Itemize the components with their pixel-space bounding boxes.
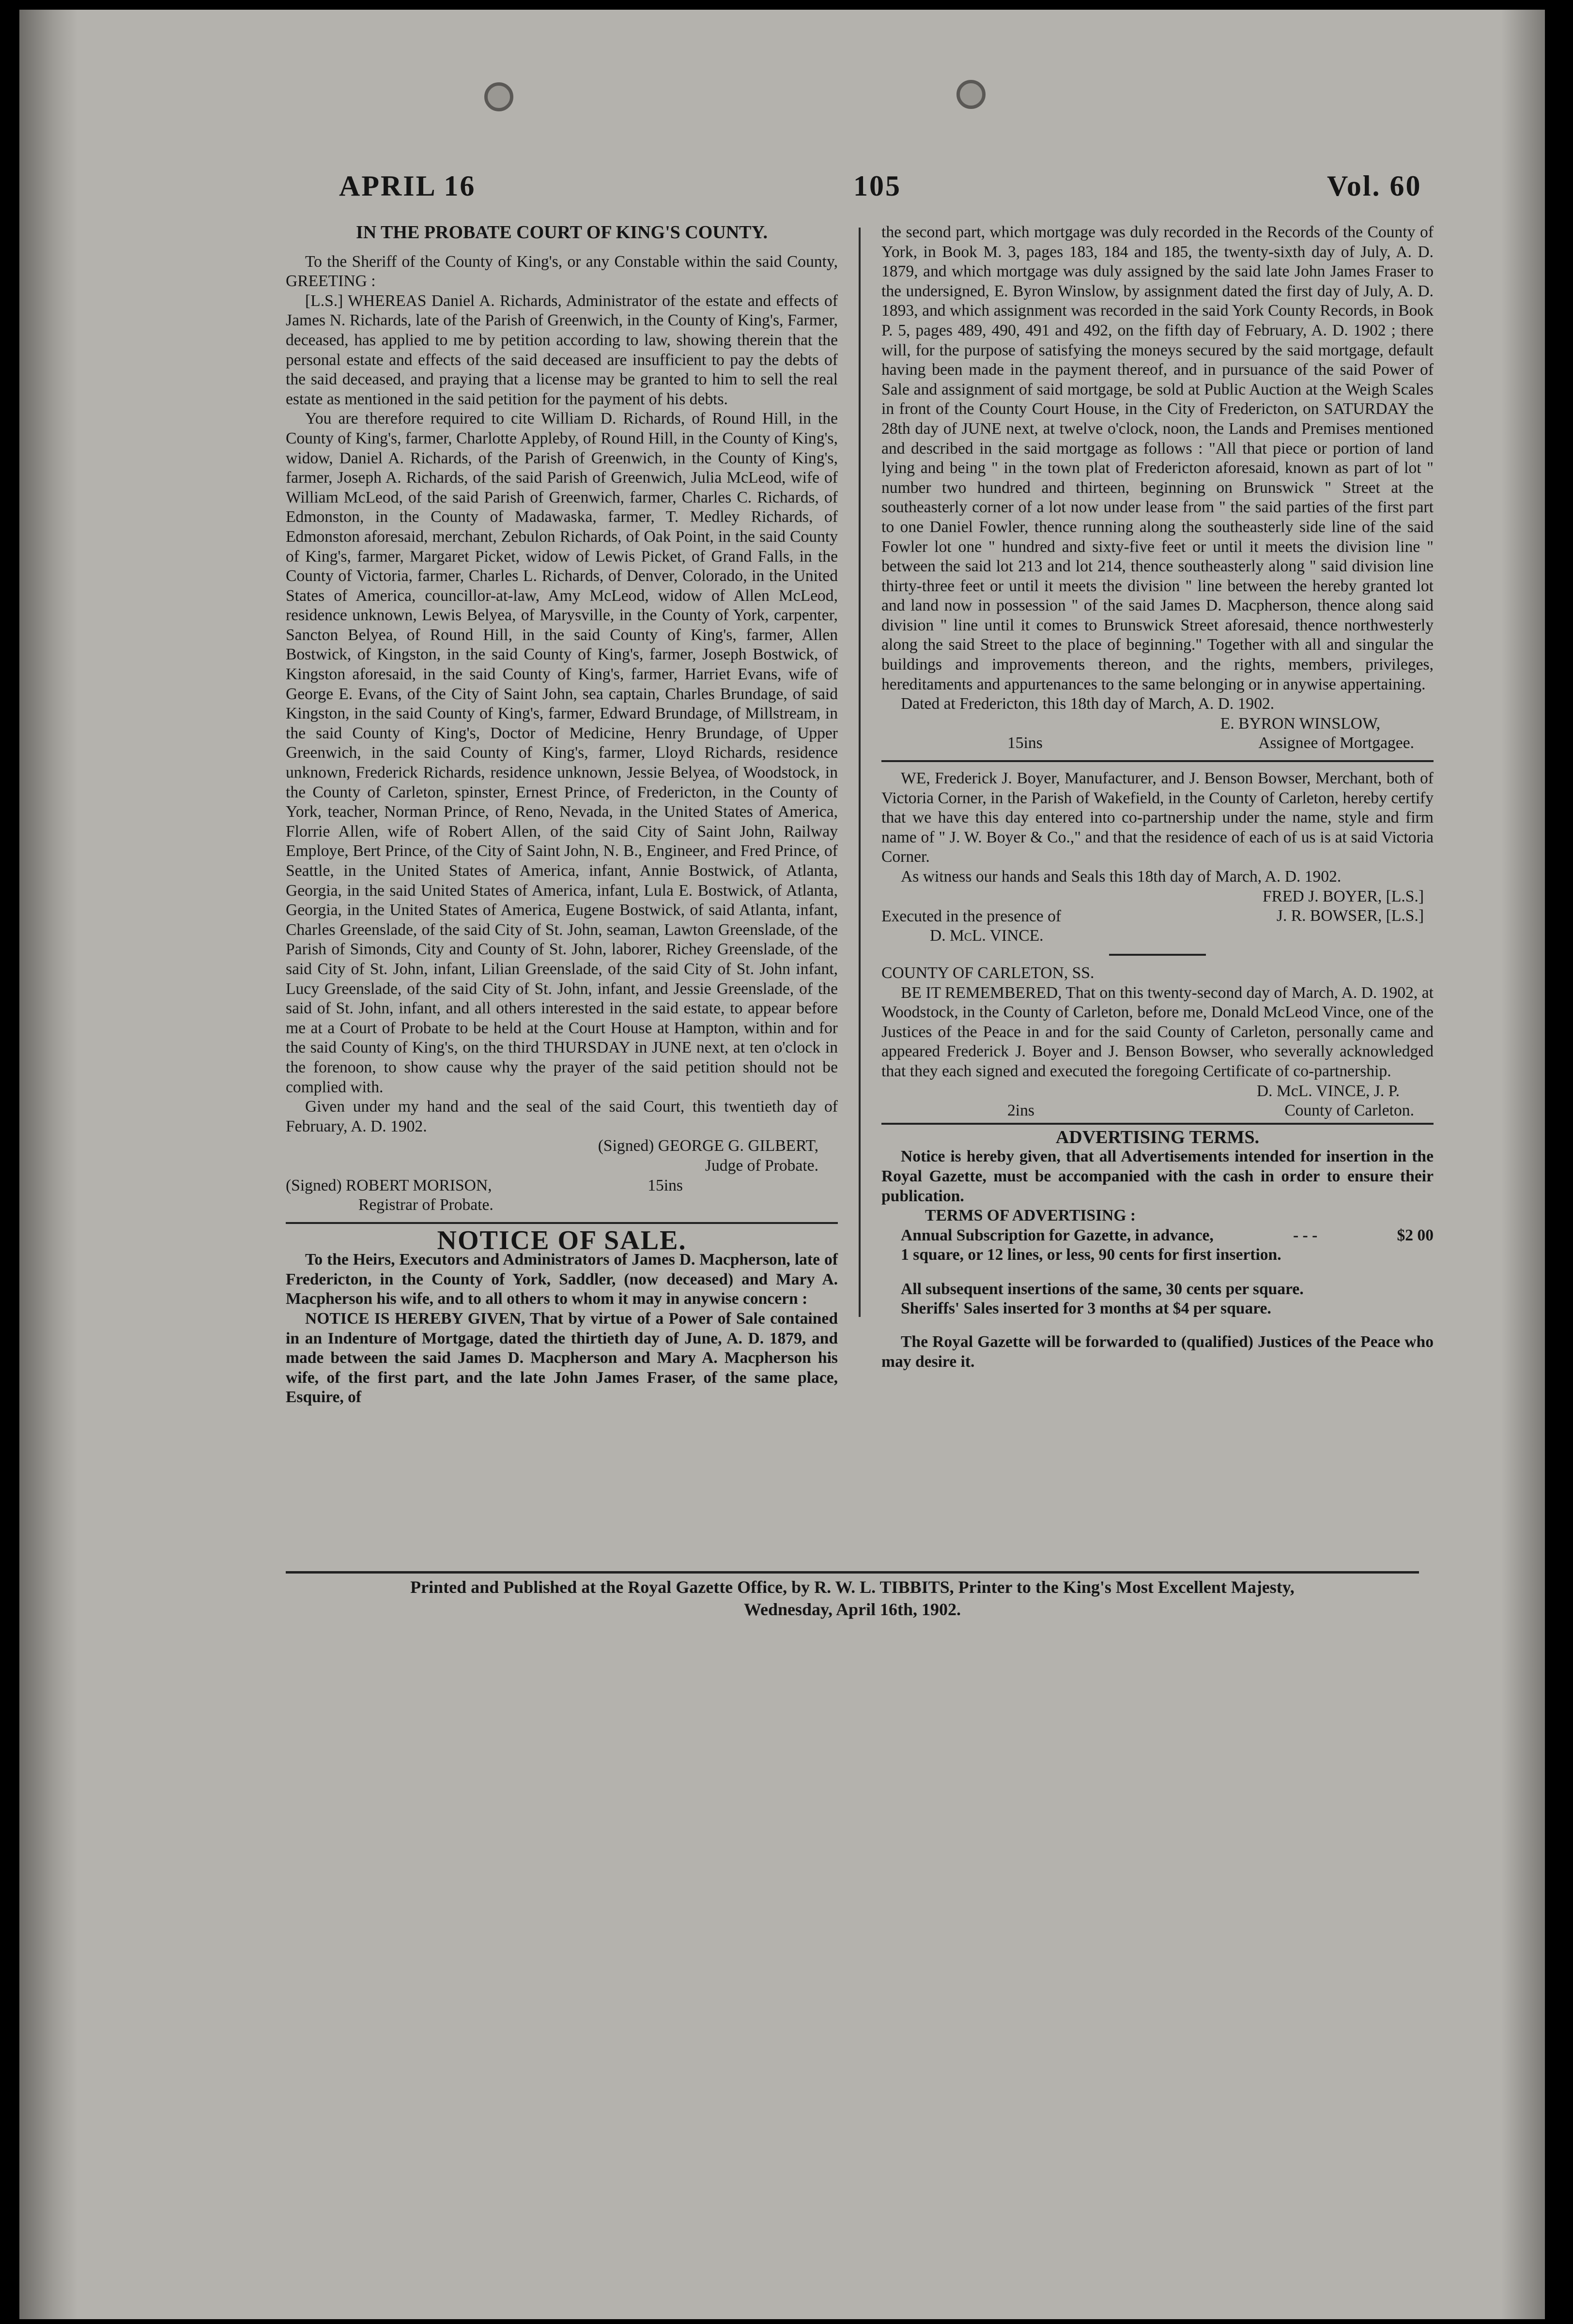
advertising-terms [881, 1147, 1434, 1372]
notice-para-1: NOTICE IS HEREBY GIVEN, That by virtue of a Power of Sale contained in an Indenture of Mortgage, dated the thirtieth day of June, A. D. 1879, and made between the said James D. Macpherson and Mary A. Macpherson his wife, of the first part, and the late John James Fraser, of the same place, Esquire, of [286, 1310, 838, 1407]
footer-line-2: Wednesday, April 16th, 1902. [743, 1600, 961, 1619]
partnership-executed: Executed in the presence of D. McL. VINCE. [881, 907, 1062, 945]
probate-para-2: You are therefore required to cite William D. Richards, of Round Hill, in the County of King's, farmer, Charlotte Appleby, of Round Hill, in the County of King's, widow, Daniel A. Richards, of the Parish of Greenwich, in the County of King's, farmer, Joseph A. Richards, of the said Parish of Greenwich, Julia McLeod, wife of William McLeod, of the said Parish of Greenwich, farmer, Charles C. Richards, of Edmonston, in the County of Madawaska, farmer, T. Medley Richards, of Edmonston aforesaid, merchant, Zebulon Richards, of Oak Point, in the said County of King's, farmer, Margaret Picket, widow of Lewis Picket, of Grand Falls, in the County of Victoria, farmer, Charles L. Richards, of Denver, Colorado, in the United States of America, councillor-at-law, Amy McLeod, widow of Allen McLeod, residence unknown, Lewis Belyea, of Marysville, in the County of York, carpenter, Sancton Belyea, of Round Hill, in the said County of King's, farmer, Allen Bostwick, of Kingston, in the said County of King's, farmer, Joseph Bostwick, of Kingston aforesaid, in the said County of King's, farmer, Harriet Evans, wife of George E. Evans, of the City of Saint John, sea captain, Charles Brundage, of said Kingston, in the said County of King's, farmer, Edward Brundage, of Millstream, in the said County of King's, Doctor of Medicine, Henry Brundage, of Upper Greenwich, in the said County of King's, farmer, Lloyd Richards, residence unknown, Frederick Richards, residence unknown, Jessie Belyea, of Woodstock, in the County of Carleton, spinster, Ernest Prince, of Fredericton, in the County of York, teacher, Norman Prince, of Reno, Nevada, in the United States of America, Florrie Allen, wife of Robert Allen, of the said City of Saint John, Railway Employe, Bert Prince, of the City of Saint John, N. B., Engineer, and Fred Prince, of Seattle, in the United States of America, infant, Annie Bostwick, of Atlanta, Georgia, in the said United States of America, infant, Lula E. Bostwick, of Atlanta, Georgia, in the United States of America, Eugene Bostwick, of said Atlanta, infant, Charles Greenslade, of the said City of St. John, seaman, Lawton Greenslade, of the Parish of Simonds, City and County of St. John, laborer, Richey Greenslade, of the said City of St. John, infant, Lilian Greenslade, of the said City of St. John infant, Lucy Greenslade, of the said City of St. John, infant, and Jessie Greenslade, of the said of St. John, infant, and all others interested in the said estate, to appear before me at a Court of Probate to be held at the Court House at Hampton, within and for the said County of King's, on the third THURSDAY in JUNE next, at ten o'clock in the forenoon, to show cause why the prayer of the said petition should not be complied with. [286, 410, 838, 1096]
partnership-county: COUNTY OF CARLETON, SS. [881, 963, 1095, 982]
right-column [881, 223, 1434, 1372]
divider-rule [881, 760, 1434, 762]
advertising-para-4: The Royal Gazette will be forwarded to (qualified) Justices of the Peace who may desire it. [881, 1333, 1434, 1371]
partnership-jp-county: County of Carleton. [1284, 1101, 1414, 1120]
probate-para-1 [286, 291, 838, 410]
probate-registrar-title: Registrar of Probate. [358, 1196, 493, 1214]
header-date: APRIL 16 [339, 170, 476, 202]
probate-judge-signature: (Signed) GEORGE G. GILBERT, [598, 1137, 818, 1155]
advertising-title: ADVERTISING TERMS. [1055, 1127, 1260, 1147]
partnership-para-3: BE IT REMEMBERED, That on this twenty-second day of March, A. D. 1902, at Woodstock, in the County of Carleton, before me, Donald McLeod Vince, one of the Justices of the Peace in and for the said County of Carleton, personally came and appeared Frederick J. Boyer and J. Benson Bowser, who severally acknowledged that they each signed and executed the foregoing Certificate of co-partnership. [881, 983, 1434, 1080]
subscription-line: Annual Subscription for Gazette, in advance, - - - $2 00 [901, 1226, 1434, 1244]
probate-registrar-signature: (Signed) ROBERT MORISON, [286, 1176, 492, 1194]
probate-para-3: Given under my hand and the seal of the said Court, this twentieth day of February, A. D. 1902. [286, 1098, 838, 1135]
advertising-para-3: Sheriffs' Sales inserted for 3 months at $4 per square. [901, 1300, 1271, 1318]
advertising-terms-head: TERMS OF ADVERTISING : [925, 1207, 1136, 1225]
probate-judge-title: Judge of Probate. [705, 1156, 818, 1175]
notice-signer: E. BYRON WINSLOW, [1220, 714, 1380, 733]
header-page-number: 105 [853, 170, 901, 202]
notice-of-sale-title: NOTICE OF SALE. [437, 1225, 687, 1255]
short-divider [1109, 954, 1206, 956]
partnership-sig-2: J. R. BOWSER, [L.S.] [1276, 907, 1424, 925]
divider-rule [286, 1222, 838, 1224]
footer-line-1: Printed and Published at the Royal Gazette Office, by R. W. L. TIBBITS, Printer to the King's Most Excellent Majesty, [410, 1577, 1295, 1597]
column-divider [859, 228, 861, 1317]
partnership-ins: 2ins [1007, 1101, 1034, 1120]
left-column [286, 223, 838, 1407]
probate-title: IN THE PROBATE COURT OF KING'S COUNTY. [356, 222, 768, 243]
footer-imprint [252, 1576, 1453, 1621]
partnership-para-1: WE, Frederick J. Boyer, Manufacturer, and J. Benson Bowser, Merchant, both of Victoria Corner, in the Parish of Wakefield, in the County of Carleton, hereby certify that we have this day entered into co-partnership under the name, style and firm name of " J. W. Boyer & Co.," and that the residence of each of us is at said Victoria Corner. [881, 769, 1434, 866]
partnership-sig-1: FRED J. BOYER, [L.S.] [1262, 887, 1424, 905]
header-volume: Vol. 60 [1327, 170, 1422, 202]
partnership-para-2: As witness our hands and Seals this 18th day of March, A. D. 1902. [901, 868, 1342, 886]
advertising-square-rate: 1 square, or 12 lines, or less, 90 cents for first insertion. [901, 1246, 1281, 1264]
notice-address: To the Heirs, Executors and Administrators of James D. Macpherson, late of Fredericton, in the County of York, Saddler, (now deceased) and Mary A. Macpherson his wife, and to all others to whom it may in anywise concern : [286, 1251, 838, 1308]
notice-para-1-continued: the second part, which mortgage was duly recorded in the Records of the County of York, in Book M. 3, pages 183, 184 and 185, the twenty-sixth day of July, A. D. 1879, and which mortgage was duly assigned by the said late John James Fraser to the undersigned, E. Byron Winslow, by assignment dated the first day of July, A. D. 1893, and which assignment was recorded in the said York County Records, in Book P. 5, pages 489, 490, 491 and 492, on the fifth day of February, A. D. 1902 ; there will, for the purpose of satisfying the moneys secured by the said mortgage, default having been made in the payment thereof, and in pursuance of the said Power of Sale and assignment of said mortgage, be sold at Public Auction at the Weigh Scales in front of the County Court House, in the City of Fredericton, on SATURDAY the 28th day of JUNE next, at twelve o'clock, noon, the Lands and Premises mentioned and described in the said mortgage as follows : "All that piece or portion of land lying and being " in the town plat of Fredericton aforesaid, known as part of lot " number two hundred and thirteen, beginning on Brunswick " Street at the southeasterly corner of a lot now under lease from " the said parties of the first part to one Daniel Fowler, thence running along the southeasterly side line of the said Fowler lot one " hundred and sixty-five feet or until it meets the division line " between the said lot 213 and lot 214, thence southeasterly along " said division line thirty-three feet or until it meets the division " line between the hereby granted lot and land now in possession " of the said James D. Macpherson, thence along said division " line until it comes to Brunswick Street aforesaid, thence northwesterly along the said Street to the place of beginning." Together with all and singular the buildings and improvements thereon, and the rights, members, privileges, hereditaments and appurtenances to the same belonging or in anywise appertaining. [881, 223, 1434, 693]
binding-hole-right [956, 80, 986, 109]
binding-hole-left [484, 82, 513, 111]
notice-signer-title: Assignee of Mortgagee. [1258, 734, 1414, 752]
probate-address: To the Sheriff of the County of King's, or any Constable within the said County, GREETING : [286, 252, 838, 290]
advertising-para-2: All subsequent insertions of the same, 30 cents per square. [901, 1280, 1304, 1298]
divider-rule [881, 1123, 1434, 1125]
notice-ins: 15ins [1007, 734, 1043, 752]
probate-para-1-text: WHEREAS Daniel A. Richards, Administrator of the estate and effects of James N. Richards, late of the Parish of Greenwich, in the County of King's, Farmer, deceased, has applied to me by petition according to law, showing therein that the personal estate and effects of the said deceased are insufficient to pay the debts of the said deceased, and praying that a license may be granted to him to sell the real estate as mentioned in the said petition for the payment of his debts. [286, 291, 838, 408]
probate-seal: [L.S.] [305, 291, 343, 310]
probate-ins: 15ins [648, 1176, 683, 1194]
advertising-para-1: Notice is hereby given, that all Advertisements intended for insertion in the Royal Gazette, must be accompanied with the cash in order to ensure their publication. [881, 1147, 1434, 1205]
notice-dated: Dated at Fredericton, this 18th day of March, A. D. 1902. [901, 695, 1275, 713]
partnership-jp: D. McL. VINCE, J. P. [1256, 1082, 1400, 1100]
footer-rule [286, 1571, 1419, 1574]
